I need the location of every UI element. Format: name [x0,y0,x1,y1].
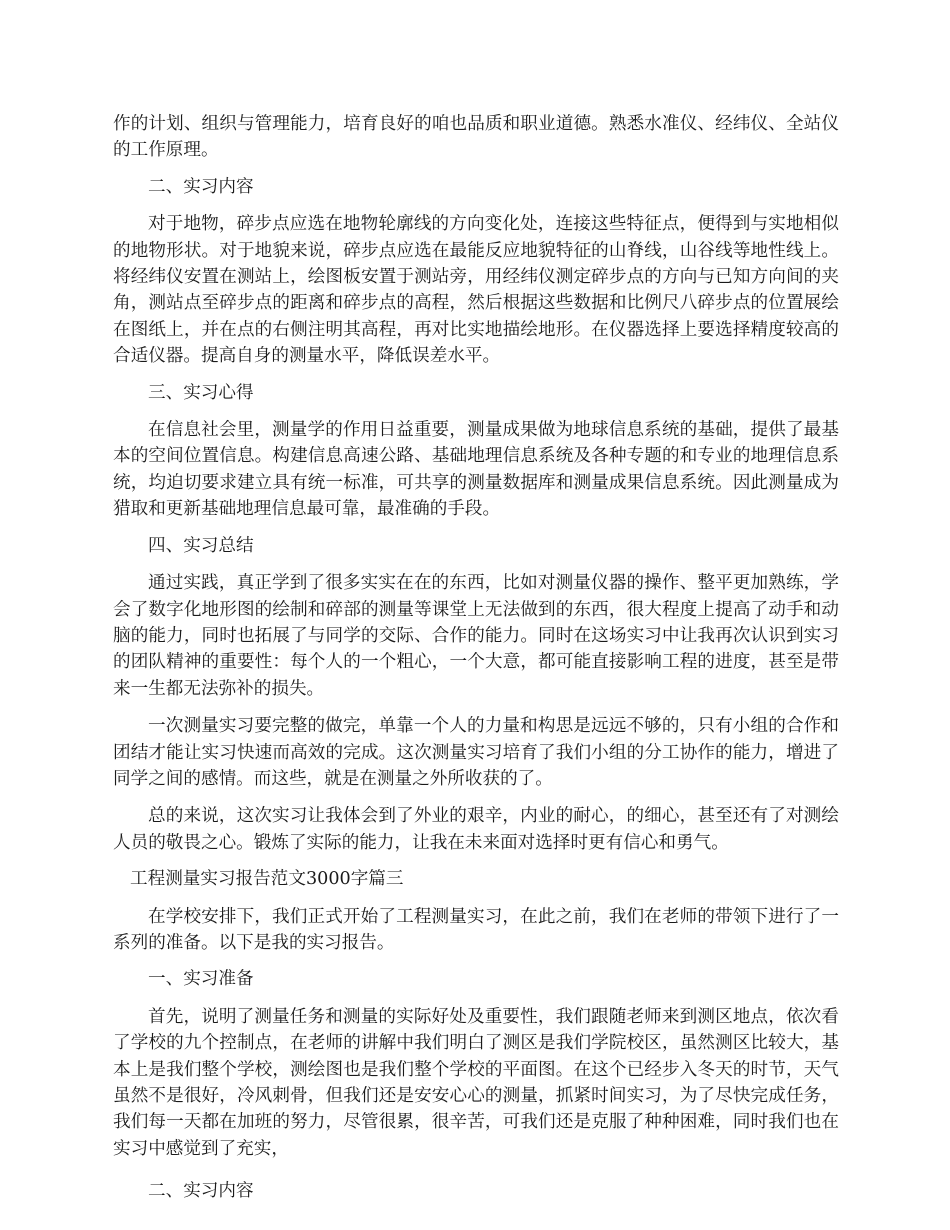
paragraph-preparation: 首先，说明了测量任务和测量的实际好处及重要性，我们跟随老师来到测区地点，依次看了学校的九个控制点，在老师的讲解中我们明白了测区是我们学院校区，虽然测区比较大，基本上是我们整个学校，测绘图也是我们整个学校的平面图。在这个已经步入冬天的时节，天气虽然不是很好，冷风刺骨，但我们还是安安心心的测量，抓紧时间实习，为了尽快完成任务，我们每一天都在加班的努力，尽管很累，很辛苦，可我们还是克服了种种困难，同时我们也在实习中感觉到了充实， [113,1006,839,1159]
paragraph-continued: 作的计划、组织与管理能力，培育良好的咱也品质和职业道德。熟悉水准仪、经纬仪、全站仪的工作原理。 [113,114,839,161]
section-heading-summary: 四、实习总结 [148,535,254,556]
article-title: 工程测量实习报告范文3000字篇三 [130,869,404,890]
document-body [113,111,839,1205]
paragraph-summary-3: 总的来说，这次实习让我体会到了外业的艰辛，内业的耐心，的细心，甚至还有了对测绘人员的敬畏之心。锻炼了实际的能力，让我在未来面对选择时更有信心和勇气。 [113,806,839,853]
section-heading-preparation: 一、实习准备 [148,969,254,990]
paragraph-content: 对于地物，碎步点应选在地物轮廓线的方向变化处，连接这些特征点，便得到与实地相似的地物形状。对于地貌来说，碎步点应选在最能反应地貌特征的山脊线，山谷线等地性线上。将经纬仪安置在测站上，绘图板安置于测站旁，用经纬仪测定碎步点的方向与已知方向间的夹角，测站点至碎步点的距离和碎步点的高程，然后根据这些数据和比例尺八碎步点的位置展绘在图纸上，并在点的右侧注明其高程，再对比实地描绘地形。在仪器选择上要选择精度较高的合适仪器。提高自身的测量水平，降低误差水平。 [113,214,839,367]
section-heading-experience: 三、实习心得 [148,382,254,403]
paragraph-summary-2: 一次测量实习要完整的做完，单靠一个人的力量和构思是远远不够的，只有小组的合作和团结才能让实习快速而高效的完成。这次测量实习培育了我们小组的分工协作的能力，增进了同学之间的感情。而这些，就是在测量之外所收获的了。 [113,716,839,789]
section-heading-content-2: 二、实习内容 [148,1181,254,1202]
section-heading-content: 二、实习内容 [148,176,254,197]
paragraph-summary-1: 通过实践，真正学到了很多实实在在的东西，比如对测量仪器的操作、整平更加熟练，学会了数字化地形图的绘制和碎部的测量等课堂上无法做到的东西，很大程度上提高了动手和动脑的能力，同时也拓展了与同学的交际、合作的能力。同时在这场实习中让我再次认识到实习的团队精神的重要性：每个人的一个粗心，一个大意，都可能直接影响工程的进度，甚至是带来一生都无法弥补的损失。 [113,573,839,699]
paragraph-experience: 在信息社会里，测量学的作用日益重要，测量成果做为地球信息系统的基础，提供了最基本的空间位置信息。构建信息高速公路、基础地理信息系统及各种专题的和专业的地理信息系统，均迫切要求建立具有统一标准，可共享的测量数据库和测量成果信息系统。因此测量成为猎取和更新基础地理信息最可靠，最准确的手段。 [113,420,839,520]
paragraph-intro: 在学校安排下，我们正式开始了工程测量实习，在此之前，我们在老师的带领下进行了一系列的准备。以下是我的实习报告。 [113,906,839,953]
